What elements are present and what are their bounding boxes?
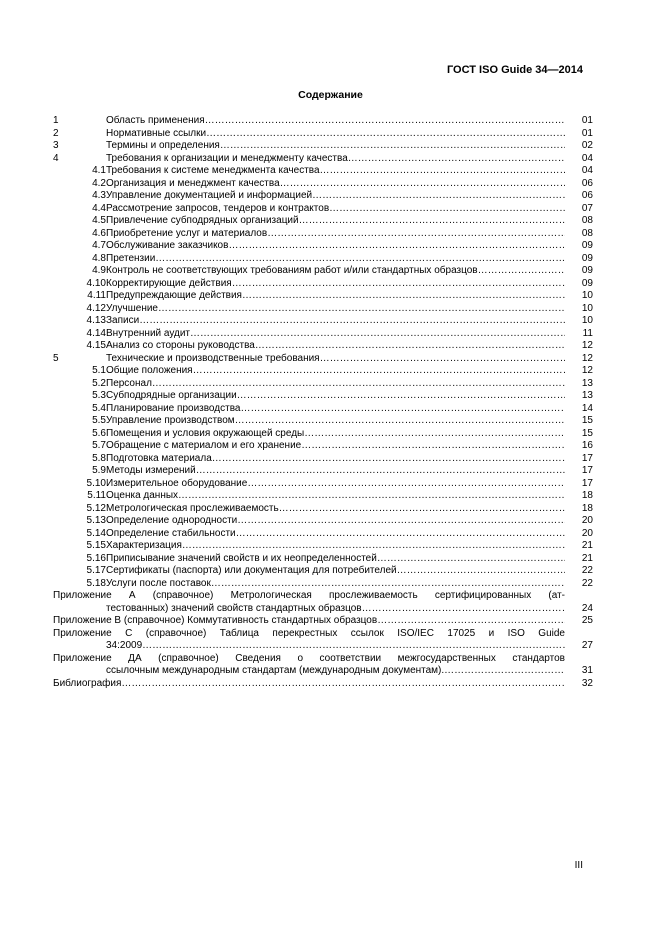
toc-entry-number-text: 5.12 (86, 502, 106, 514)
toc-entry[interactable] (53, 378, 593, 391)
toc-entry-number (53, 478, 106, 491)
toc-entry-title-leader (106, 478, 565, 491)
toc-entry-page: 09 (581, 265, 593, 276)
toc-entry-title: Обслуживание заказчиков (106, 240, 229, 251)
toc-entry-number-text: 4.15 (86, 340, 106, 351)
toc-entry-title-leader (106, 578, 565, 591)
toc-entry-number (53, 415, 106, 428)
toc-entry[interactable] (53, 353, 593, 366)
toc-entry-title: Субподрядные организации (106, 390, 237, 401)
toc-entry-title-leader (106, 515, 565, 528)
dot-leader (242, 290, 565, 303)
toc-entry-title-leader (106, 403, 565, 416)
toc-entry-title: Приписывание значений свойств и их неопределенностей (106, 552, 377, 564)
page-title: Содержание (298, 89, 363, 101)
dot-leader (212, 453, 565, 466)
toc-entry-title: Улучшение (106, 302, 158, 314)
toc-entry-title: Организация и менеджмент качества (106, 177, 280, 189)
dot-leader (142, 640, 565, 653)
toc-entry-title-leader (106, 528, 565, 541)
toc-entry-title: Определение стабильности (106, 527, 236, 539)
toc-entry-page: 04 (581, 165, 593, 176)
dot-leader (193, 365, 565, 378)
toc-appendix-page: 27 (581, 640, 593, 651)
toc-entry-page: 10 (581, 315, 593, 326)
toc-entry-number-text: 5.5 (92, 415, 106, 426)
toc-entry-number-text: 4.7 (92, 240, 106, 251)
toc-entry-page: 09 (581, 240, 593, 251)
dot-leader (247, 478, 565, 491)
toc-entry-title: Рассмотрение запросов, тендеров и контрактов (106, 202, 330, 214)
toc-entry-title-leader (106, 553, 565, 566)
toc-appendix-title-leader (53, 640, 565, 653)
toc-entry-number-text: 5.18 (86, 577, 106, 589)
toc-entry-number (53, 553, 106, 566)
toc-entry-title-leader (106, 565, 565, 578)
toc-entry-title: Внутренний аудит (106, 327, 191, 339)
toc-entry-title-leader (106, 153, 565, 166)
toc-entry-page: 02 (581, 140, 593, 151)
toc-entry-title-leader (106, 353, 565, 366)
toc-entry-number-text: 5.14 (86, 527, 106, 539)
spacer (565, 590, 593, 603)
toc-entry-title: Помещения и условия окружающей среды (106, 427, 305, 439)
toc-entry-title: Контроль не соответствующих требованиям работ и/или стандартных образцов (106, 265, 478, 276)
toc-appendix-title-line1: Приложение А (справочное) Метрологическая прослеживаемость сертифицированных (ат- (53, 590, 565, 601)
toc-entry[interactable] (53, 528, 593, 541)
dot-leader (235, 415, 565, 428)
toc-entry-title-leader (106, 203, 565, 216)
toc-entry-title-leader (106, 503, 565, 516)
toc-entry-page: 16 (581, 440, 593, 451)
toc-entry-page: 11 (582, 327, 593, 339)
toc-entry-page: 15 (581, 415, 593, 426)
dot-leader (255, 340, 565, 353)
toc-entry-number (53, 253, 106, 266)
dot-leader (377, 553, 565, 566)
toc-entry-title: Корректирующие действия (106, 277, 232, 289)
dot-leader (377, 615, 565, 628)
toc-entry[interactable] (53, 178, 593, 191)
toc-entry-page: 12 (581, 365, 593, 376)
toc-entry-page: 12 (581, 340, 593, 351)
toc-entry-title-leader (106, 165, 565, 178)
toc-entry-title-leader (106, 490, 565, 503)
toc-entry-page: 18 (581, 502, 593, 514)
toc-entry[interactable] (53, 553, 593, 566)
toc-entry[interactable] (53, 578, 593, 591)
toc-entry-title-leader (106, 215, 565, 228)
toc-entry-title: Подготовка материала (106, 452, 212, 464)
toc-entry-title: Планирование производства (106, 402, 241, 414)
dot-leader (232, 278, 565, 291)
toc-entry-title-leader (106, 440, 565, 453)
toc-entry-number (53, 365, 106, 378)
toc-entry-number-text: 5.17 (86, 565, 106, 576)
toc-entry-number-text: 4.5 (92, 215, 106, 226)
toc-entry-title-leader (106, 140, 565, 153)
toc-appendix-title-leader (53, 678, 565, 691)
table-of-contents (53, 115, 593, 690)
toc-entry[interactable] (53, 165, 593, 178)
toc-entry-number (53, 565, 106, 578)
toc-entry-title-leader (106, 540, 565, 553)
toc-entry-title-leader (106, 115, 565, 128)
toc-entry-page: 17 (581, 477, 593, 489)
dot-leader (329, 203, 565, 216)
dot-leader (312, 190, 565, 203)
toc-entry-page: 04 (581, 152, 593, 164)
toc-entry-title: Измерительное оборудование (106, 477, 248, 489)
toc-entry-page: 21 (581, 552, 593, 564)
toc-entry[interactable] (53, 565, 593, 578)
dot-leader (478, 265, 565, 278)
toc-entry-title: Нормативные ссылки (106, 127, 207, 139)
toc-entry[interactable] (53, 415, 593, 428)
toc-entry-page: 10 (581, 290, 593, 301)
toc-entry-title-leader (106, 265, 565, 278)
toc-entry-title-leader (106, 465, 565, 478)
toc-entry-number-text: 4.10 (86, 277, 106, 289)
toc-entry-number-text: 5.6 (92, 427, 106, 439)
toc-appendix-title-line1: Приложение С (справочное) Таблица перекрестных ссылок ISO/IEC 17025 и ISO Guide (53, 627, 565, 639)
toc-appendix-title-line2: ссылочным международным стандартам (международным документам). (106, 665, 445, 676)
toc-entry-title: Услуги после поставок (106, 577, 211, 589)
toc-entry-title-leader (106, 415, 565, 428)
toc-appendix-title-line2: тестованных) значений свойств стандартных образцов (106, 602, 362, 614)
toc-entry-number (53, 340, 106, 353)
dot-leader (196, 465, 565, 478)
toc-entry-page: 08 (581, 227, 593, 239)
toc-entry-page: 22 (581, 565, 593, 576)
toc-entry[interactable] (53, 190, 593, 203)
toc-entry-number (53, 515, 106, 528)
toc-entry-number (53, 578, 106, 591)
toc-entry-title-leader (106, 228, 565, 241)
dot-leader (158, 303, 565, 316)
toc-entry-title: Область применения (106, 115, 205, 126)
dot-leader (220, 140, 565, 153)
toc-entry-number (53, 490, 106, 503)
toc-appendix-page: 25 (581, 615, 593, 626)
toc-appendix-entry[interactable] (53, 678, 593, 691)
toc-entry-title-leader (106, 365, 565, 378)
toc-entry-page: 01 (581, 115, 593, 126)
toc-entry-number (53, 165, 106, 178)
toc-appendix-title: Библиография (53, 677, 122, 689)
toc-entry-title: Требования к организации и менеджменту качества (106, 152, 348, 164)
dot-leader (320, 353, 565, 366)
dot-leader (237, 390, 565, 403)
toc-entry-number: 5 (53, 352, 59, 364)
toc-entry[interactable] (53, 453, 593, 466)
toc-entry[interactable] (53, 465, 593, 478)
toc-appendix-page: 24 (581, 602, 593, 614)
toc-entry-title-leader (106, 340, 565, 353)
toc-entry-title: Общие положения (106, 365, 193, 376)
toc-entry-number (53, 403, 106, 416)
toc-entry-number (53, 390, 106, 403)
toc-entry-number: 4 (53, 152, 59, 164)
toc-entry-page: 15 (581, 427, 593, 439)
toc-entry-number (53, 215, 106, 228)
toc-entry-title-leader (106, 428, 565, 441)
toc-entry-title: Персонал (106, 377, 152, 389)
toc-entry-number (53, 178, 106, 191)
toc-entry-page: 18 (581, 490, 593, 501)
toc-entry-number (53, 303, 106, 316)
toc-entry-title-leader (106, 253, 565, 266)
toc-entry-title: Сертификаты (паспорта) или документация для потребителей (106, 565, 397, 576)
toc-entry[interactable] (53, 203, 593, 216)
toc-entry-title: Метрологическая прослеживаемость (106, 502, 279, 514)
toc-appendix-title-leader (53, 665, 565, 678)
toc-entry-page: 22 (581, 577, 593, 589)
toc-entry-title-leader (106, 378, 565, 391)
toc-entry-number (53, 290, 106, 303)
toc-entry-title-leader (106, 303, 565, 316)
dot-leader (280, 178, 565, 191)
toc-entry-number: 3 (53, 140, 59, 151)
dot-leader (121, 678, 565, 691)
toc-entry-page: 09 (581, 277, 593, 289)
toc-entry-title-leader (106, 390, 565, 403)
toc-entry-number-text: 4.13 (86, 315, 106, 326)
toc-entry-number-text: 4.14 (86, 327, 106, 339)
toc-entry[interactable] (53, 328, 593, 341)
toc-entry-title: Управление производством (106, 415, 235, 426)
toc-entry[interactable] (53, 290, 593, 303)
toc-entry-page: 08 (581, 215, 593, 226)
dot-leader (397, 565, 565, 578)
toc-entry-title: Претензии (106, 252, 156, 264)
toc-entry-number-text: 4.3 (92, 190, 106, 201)
toc-entry-number-text: 5.13 (86, 515, 106, 526)
toc-entry[interactable] (53, 128, 593, 141)
toc-entry-number-text: 4.11 (87, 290, 106, 301)
toc-entry-number (53, 203, 106, 216)
toc-entry-page: 06 (581, 177, 593, 189)
toc-entry-number-text: 4.2 (92, 177, 106, 189)
dot-leader (362, 603, 565, 616)
toc-entry-number-text: 5.16 (86, 552, 106, 564)
dot-leader (236, 528, 565, 541)
toc-entry-number-text: 4.6 (92, 227, 106, 239)
toc-entry-page: 06 (581, 190, 593, 201)
spacer (565, 628, 593, 641)
toc-entry[interactable] (53, 253, 593, 266)
document-id: ГОСТ ISO Guide 34—2014 (446, 64, 583, 76)
dot-leader (178, 490, 565, 503)
dot-leader (206, 128, 565, 141)
toc-entry-number (53, 540, 106, 553)
toc-entry-number (53, 440, 106, 453)
toc-entry-title: Характеризация (106, 540, 182, 551)
toc-entry-title-leader (106, 128, 565, 141)
toc-entry-title-leader (106, 453, 565, 466)
toc-entry-number-text: 4.12 (86, 302, 106, 314)
toc-entry-title: Технические и производственные требования (106, 352, 320, 364)
toc-entry-number-text: 4.4 (92, 202, 106, 214)
dot-leader (301, 440, 565, 453)
toc-entry-page: 07 (581, 202, 593, 214)
toc-entry-title-leader (106, 328, 565, 341)
toc-entry-title-leader (106, 240, 565, 253)
dot-leader (237, 515, 565, 528)
toc-entry-number-text: 5.9 (92, 465, 106, 476)
toc-entry-title: Анализ со стороны руководства (106, 340, 255, 351)
toc-entry[interactable] (53, 478, 593, 491)
toc-entry-page: 20 (581, 527, 593, 539)
toc-appendix-entry[interactable] (53, 615, 593, 628)
dot-leader (155, 253, 565, 266)
toc-entry-number: 2 (53, 127, 59, 139)
toc-entry-number-text: 5.2 (92, 377, 106, 389)
toc-entry[interactable] (53, 340, 593, 353)
toc-entry-title: Определение однородности (106, 515, 238, 526)
toc-entry-page: 13 (581, 377, 593, 389)
toc-entry[interactable] (53, 115, 593, 128)
toc-entry[interactable] (53, 440, 593, 453)
toc-entry-number (53, 528, 106, 541)
toc-entry-title: Приобретение услуг и материалов (106, 227, 268, 239)
dot-leader (279, 503, 565, 516)
spacer (565, 653, 593, 666)
toc-entry-number-text: 5.10 (86, 477, 106, 489)
dot-leader (182, 540, 565, 553)
toc-entry-page: 13 (581, 390, 593, 401)
toc-entry-number (53, 453, 106, 466)
toc-entry[interactable] (53, 515, 593, 528)
toc-entry-number (53, 265, 106, 278)
toc-entry[interactable] (53, 390, 593, 403)
dot-leader (211, 578, 565, 591)
toc-appendix-title-line1: Приложение ДА (справочное) Сведения о соответствии межгосударственных стандартов (53, 652, 565, 664)
toc-entry-number-text: 5.8 (92, 452, 106, 464)
toc-entry-number-text: 5.11 (87, 490, 106, 501)
dot-leader (320, 165, 565, 178)
toc-entry-title-leader (106, 315, 565, 328)
dot-leader (240, 403, 565, 416)
toc-entry[interactable] (53, 315, 593, 328)
toc-entry[interactable] (53, 503, 593, 516)
toc-appendix-page: 32 (581, 677, 593, 689)
dot-leader (299, 215, 565, 228)
toc-entry-number (53, 328, 106, 341)
toc-appendix-title-leader (53, 615, 565, 628)
toc-entry-title: Управление документацией и информацией (106, 190, 313, 201)
toc-appendix-entry[interactable] (53, 590, 593, 615)
dot-leader (205, 115, 565, 128)
toc-entry[interactable] (53, 490, 593, 503)
toc-entry-page: 21 (581, 540, 593, 551)
toc-entry[interactable] (53, 428, 593, 441)
toc-entry-number-text: 4.1 (92, 165, 106, 176)
toc-entry-number-text: 5.15 (86, 540, 106, 551)
toc-entry-number-text: 5.4 (92, 402, 106, 414)
toc-entry-page: 01 (581, 127, 593, 139)
toc-entry[interactable] (53, 540, 593, 553)
toc-entry-page: 17 (581, 465, 593, 476)
dot-leader (444, 665, 565, 678)
toc-entry[interactable] (53, 228, 593, 241)
toc-entry-page: 17 (581, 452, 593, 464)
toc-entry-title: Термины и определения (106, 140, 220, 151)
toc-entry-page: 10 (581, 302, 593, 314)
toc-entry[interactable] (53, 265, 593, 278)
toc-entry-number (53, 315, 106, 328)
toc-entry-number-text: 4.8 (92, 252, 106, 264)
page-number: III (574, 860, 583, 871)
toc-entry-number-text: 4.9 (92, 265, 106, 276)
dot-leader (228, 240, 565, 253)
toc-entry-number: 1 (53, 115, 59, 126)
toc-entry-title: Требования к системе менеджмента качества (106, 165, 320, 176)
toc-entry-title: Предупреждающие действия (106, 290, 242, 301)
dot-leader (139, 315, 565, 328)
toc-entry-title: Методы измерений (106, 465, 196, 476)
dot-leader (152, 378, 565, 391)
toc-entry-page: 12 (581, 352, 593, 364)
toc-entry-title: Обращение с материалом и его хранение (106, 440, 302, 451)
toc-entry[interactable] (53, 140, 593, 153)
toc-entry-title-leader (106, 178, 565, 191)
toc-appendix-title: Приложение В (справочное) Коммутативность стандартных образцов (53, 615, 378, 626)
toc-entry-page: 14 (581, 402, 593, 414)
toc-entry-number (53, 190, 106, 203)
toc-entry[interactable] (53, 240, 593, 253)
toc-entry-number (53, 378, 106, 391)
toc-entry-number-text: 5.3 (92, 390, 106, 401)
toc-entry-number-text: 5.7 (92, 440, 106, 451)
toc-entry-title-leader (106, 190, 565, 203)
toc-appendix-entry[interactable] (53, 653, 593, 678)
toc-entry[interactable] (53, 215, 593, 228)
toc-entry-title: Оценка данных (106, 490, 179, 501)
toc-appendix-title-leader (53, 603, 565, 616)
toc-entry-number (53, 428, 106, 441)
toc-entry-page: 20 (581, 515, 593, 526)
toc-appendix-entry[interactable] (53, 628, 593, 653)
toc-entry-number (53, 228, 106, 241)
toc-entry-number-text: 5.1 (92, 365, 106, 376)
dot-leader (304, 428, 565, 441)
dot-leader (190, 328, 565, 341)
toc-entry-number (53, 503, 106, 516)
toc-entry[interactable] (53, 365, 593, 378)
toc-entry-title-leader (106, 278, 565, 291)
toc-entry-title: Привлечение субподрядных организаций (106, 215, 299, 226)
toc-entry-page: 09 (581, 252, 593, 264)
dot-leader (267, 228, 565, 241)
toc-entry-title-leader (106, 290, 565, 303)
toc-entry-number (53, 240, 106, 253)
toc-entry-title: Записи (106, 315, 140, 326)
toc-appendix-page: 31 (581, 665, 593, 676)
dot-leader (348, 153, 565, 166)
toc-entry[interactable] (53, 278, 593, 291)
toc-entry[interactable] (53, 403, 593, 416)
toc-entry-number (53, 465, 106, 478)
toc-entry-number (53, 278, 106, 291)
toc-entry[interactable] (53, 153, 593, 166)
toc-appendix-title-line2: 34:2009 (106, 640, 143, 651)
toc-entry[interactable] (53, 303, 593, 316)
